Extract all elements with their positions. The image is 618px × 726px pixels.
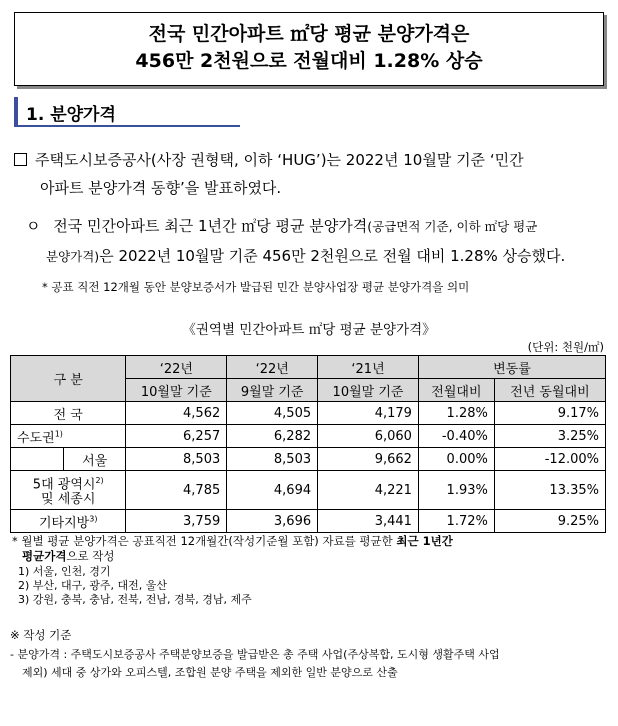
cell: 3.25% <box>494 425 605 448</box>
table-caption: 《권역별 민간아파트 ㎡당 평균 분양가격》 <box>182 322 436 338</box>
row-label-sup: 1) <box>54 429 63 439</box>
header-yoy: 전년 동월대비 <box>494 379 605 402</box>
header-c2-bot: 9월말 기준 <box>227 379 318 402</box>
title-line-2: 456만 2천원으로 전월대비 1.28% 상승 <box>135 50 483 72</box>
cell: 6,060 <box>318 425 419 448</box>
cell: -0.40% <box>418 425 494 448</box>
cell: 6,257 <box>126 425 227 448</box>
paragraph-2-text-1a: 전국 민간아파트 최근 1년간 ㎡당 평균 분양가격 <box>53 217 368 235</box>
cell: 4,694 <box>227 471 318 510</box>
cell: 9,662 <box>318 448 419 471</box>
row-indent <box>11 448 64 471</box>
footnote-main-text-2: 으로 작성 <box>66 549 115 563</box>
criteria-line-1: - 분양가격 : 주택도시보증공사 주택분양보증을 발급받은 총 주택 사업(주상복합, 도시형 생활주택 사업 <box>10 648 500 661</box>
cell: 1.72% <box>418 510 494 533</box>
paragraph-1-line-1 <box>14 150 524 170</box>
header-c2-top: ‘22년 <box>227 356 318 379</box>
footnote-main-1 <box>12 534 453 548</box>
paragraph-2-text-2a: 분양가격) <box>46 249 100 264</box>
header-c3-top: ‘21년 <box>318 356 419 379</box>
header-region: 구 분 <box>11 356 126 402</box>
table-row <box>11 448 606 471</box>
title-line-1: 전국 민간아파트 ㎡당 평균 분양가격은 <box>148 23 470 45</box>
header-change: 변동률 <box>418 356 605 379</box>
criteria-heading: ※ 작성 기준 <box>10 628 72 642</box>
table-row <box>11 425 606 448</box>
footnote-2: 2) 부산, 대구, 광주, 대전, 울산 <box>18 579 168 592</box>
footnote-main-2 <box>22 549 115 563</box>
row-label-text: 5대 광역시 <box>32 477 96 493</box>
cell: 6,282 <box>227 425 318 448</box>
cell: 13.35% <box>494 471 605 510</box>
paragraph-2-text-2b: 은 2022년 10월말 기준 456만 2천원으로 전월 대비 1.28% 상승했다. <box>99 247 566 265</box>
footnote-main-text: * 월별 평균 분양가격은 공표직전 12개월간(작성기준월 포함) 자료를 평균한 <box>12 534 393 548</box>
cell: 3,696 <box>227 510 318 533</box>
section-heading <box>14 97 240 127</box>
header-c3-bot: 10월말 기준 <box>318 379 419 402</box>
title-box <box>14 12 604 86</box>
row-label-text: 기타지방 <box>39 515 90 531</box>
table-unit: (단위: 천원/㎡) <box>527 340 604 354</box>
paragraph-2-line-2 <box>46 246 565 267</box>
row-label <box>11 425 126 448</box>
cell: 8,503 <box>227 448 318 471</box>
cell: 3,441 <box>318 510 419 533</box>
cell: 4,221 <box>318 471 419 510</box>
paragraph-1-line-2: 아파트 분양가격 동향’을 발표하였다. <box>40 179 282 197</box>
paragraph-2-note: * 공표 직전 12개월 동안 분양보증서가 발급된 민간 분양사업장 평균 분양가격을 의미 <box>42 280 470 294</box>
header-c1-top: ‘22년 <box>126 356 227 379</box>
cell: 3,759 <box>126 510 227 533</box>
row-label: 서울 <box>64 448 126 471</box>
cell: 4,505 <box>227 402 318 425</box>
paragraph-2-text-1b: (공급면적 기준, 이하 ㎡당 평균 <box>367 219 538 234</box>
row-label: 전 국 <box>11 402 126 425</box>
row-label <box>11 510 126 533</box>
paragraph-1-text-1: 주택도시보증공사(사장 권형택, 이하 ‘HUG’)는 2022년 10월말 기준 ‘민간 <box>35 151 524 169</box>
table-row <box>11 510 606 533</box>
square-bullet-icon <box>14 153 27 166</box>
row-label-text: 수도권 <box>17 430 55 446</box>
cell: 4,179 <box>318 402 419 425</box>
cell: 4,562 <box>126 402 227 425</box>
price-table <box>10 355 606 533</box>
cell: 1.28% <box>418 402 494 425</box>
paragraph-2-line-1 <box>26 216 537 237</box>
cell: 0.00% <box>418 448 494 471</box>
footnote-main-bold: 최근 1년간 <box>396 534 453 548</box>
criteria-line-2: 제외) 세대 중 상가와 오피스텔, 조합원 분양 주택을 제외한 일반 분양으로 산출 <box>22 666 398 679</box>
footnote-main-bold-2: 평균가격 <box>22 549 67 563</box>
cell: 4,785 <box>126 471 227 510</box>
cell: 9.17% <box>494 402 605 425</box>
row-label-text-2: 및 세종시 <box>41 492 96 508</box>
header-c1-bot: 10월말 기준 <box>126 379 227 402</box>
table-row <box>11 402 606 425</box>
footnote-1: 1) 서울, 인천, 경기 <box>18 565 111 578</box>
table-row <box>11 471 606 510</box>
footnote-3: 3) 강원, 충북, 충남, 전북, 전남, 경북, 경남, 제주 <box>18 593 252 606</box>
header-mom: 전월대비 <box>418 379 494 402</box>
row-label-sup: 3) <box>89 514 98 524</box>
row-label <box>11 471 126 510</box>
circle-bullet-icon: ㅇ <box>26 217 41 235</box>
section-heading-text: 1. 분양가격 <box>26 105 116 125</box>
row-label-sup: 2) <box>95 475 104 485</box>
cell: 1.93% <box>418 471 494 510</box>
cell: 9.25% <box>494 510 605 533</box>
cell: -12.00% <box>494 448 605 471</box>
cell: 8,503 <box>126 448 227 471</box>
